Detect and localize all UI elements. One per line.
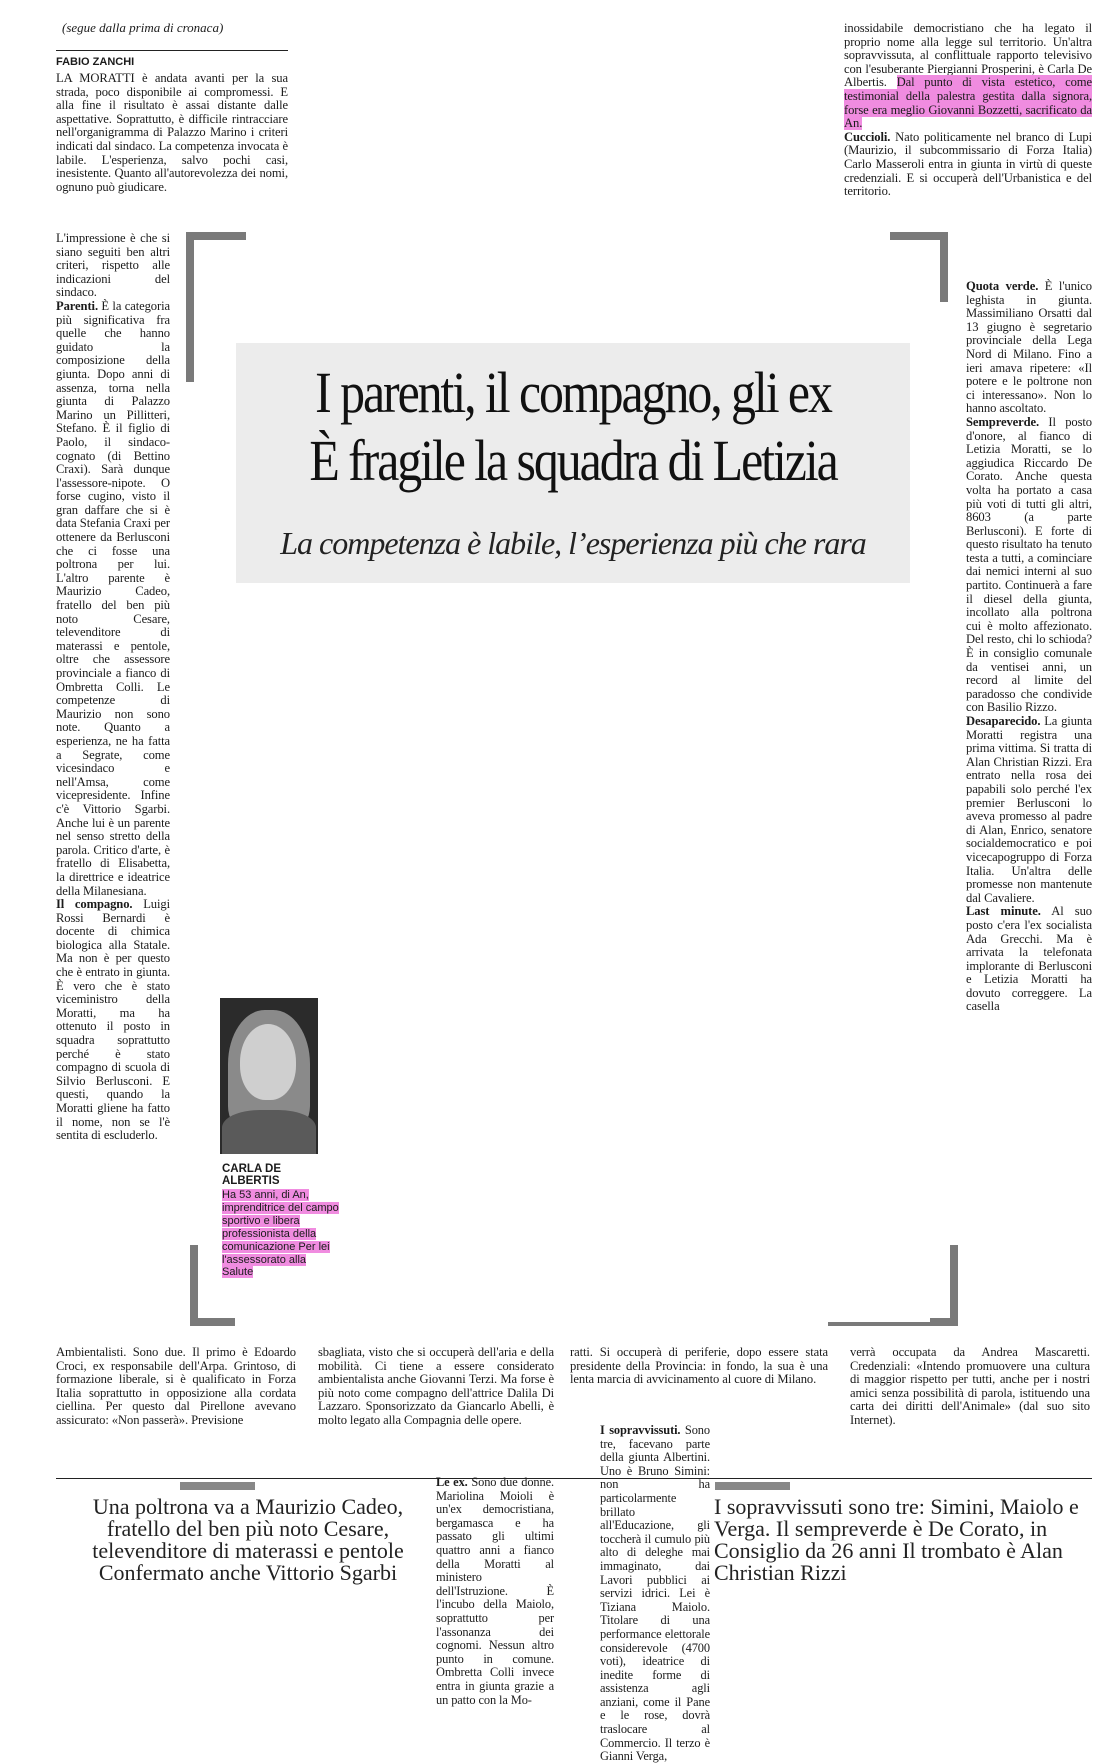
le-ex-text: Sono due donne. Mariolina Moioli è un'ex democristiana, bergamasca e ha passato gli ultimi quattro anni a fianco della Moratti al ministero dell'Istruzione. È l'incubo della Maiolo, soprattutto per l'assonanza dei cognomi. Nessun altro punto in comune. Ombretta Colli invece entra in giunta grazie a un patto con la Mo-	[436, 1475, 554, 1707]
bottom-column-2b	[436, 1476, 554, 1707]
subheadline: La competenza è labile, l’esperienza più che rara	[280, 525, 866, 561]
left-intro-column	[56, 72, 288, 194]
sopravvissuti-text: Sono tre, facevano parte della giunta Albertini. Uno è Bruno Simini: non ha particolarmente brillato all'Educazione, gli toccherà il cumulo più alto di deleghe mai immaginato, dai Lavori pubblici ai servizi idrici. Lei è Tiziana Maiolo. Titolare di una performance elettorale considerevole (4700 voti), ideatrice di inedite forme di assistenza agli anziani, come il Pane e le rose, dovrà traslocare al Commercio. Il terzo è Gianni Verga,	[600, 1423, 710, 1764]
kicker-rule	[56, 50, 288, 51]
sempreverde-heading: Sempreverde.	[966, 414, 1040, 429]
frame-left-bottom	[190, 1245, 198, 1325]
quota-heading: Quota verde.	[966, 279, 1039, 293]
cuccioli-heading: Cuccioli.	[844, 129, 891, 144]
frame-top-right-bar	[890, 232, 948, 240]
highlighted-passage: Dal punto di vista estetico, come testimonial della palestra gestita dalla signora, forse era meglio Giovanni Bozzetti, sacrificato da An.	[844, 75, 1092, 131]
bottom-col2-text: sbagliata, visto che si occuperà dell'aria e della mobilità. Ci tiene a essere considerato ambientalista anche Giovanni Terzi. Ma forse è più noto come compagno dell'attrice Dalila Di Lazzaro. Sponsorizzato da Giancarlo Abelli, è molto legato alla Compagnia delle opere.	[318, 1345, 554, 1427]
quota-text: È l'unico leghista in giunta. Massimiliano Orsatti dal 13 giugno è segretario provinciale della Lega Nord di Milano. Fino a ieri amava ripetere: «Il potere e le poltrone non ci interessano». Non lo hanno ascoltato.	[966, 279, 1092, 416]
lastminute-text: Al suo posto c'era l'ex socialista Ada Grecchi. Ma è arrivata la telefonata implorante di Berlusconi e Letizia Moratti ha dovuto correggere. La casella	[966, 904, 1092, 1014]
compagno-heading: Il compagno.	[56, 897, 133, 912]
frame-bottom-left-bar	[190, 1318, 235, 1326]
lastminute-heading: Last minute.	[966, 904, 1041, 919]
left-narrow-column	[56, 232, 170, 1143]
frame-right-bottom	[950, 1245, 958, 1325]
cuccioli-text: Nato politicamente nel branco di Lupi (Maurizio, il subcommissario di Forza Italia) Carlo Masseroli entra in giunta in virtù di queste credenziali. E si occuperà dell'Urbanistica e del territorio.	[844, 129, 1092, 199]
bottom-col4-text: verrà occupata da Andrea Mascaretti. Credenziali: «Intendo promuovere una cultura di maggior rispetto per tutti, anche per i nostri amici senza possibilità di parola, istituendo una carta dei diritti dell'Animale» (dal suo sito Internet).	[850, 1345, 1090, 1427]
ambientalisti-text: Ambientalisti. Sono due. Il primo è Edoardo Croci, ex responsabile dell'Arpa. Grintoso, di formazione liberale, si è qualificato in Forza Italia soprattutto in opposizione alla cordata ciellina. Per questo dal Pirellone avevano assicurato: «Non passerà». Previsione	[56, 1345, 296, 1427]
pull-quote-right: I sopravvissuti sono tre: Simini, Maiolo e Verga. Il sempreverde è De Corato, in Consiglio da 26 anni Il trombato è Alan Christian Rizzi	[714, 1494, 1079, 1585]
pull-quote-left: Una poltrona va a Maurizio Cadeo, fratello del ben più noto Cesare, televenditore di materassi e pentole Confermato anche Vittorio Sgarbi	[92, 1494, 404, 1585]
bottom-rule	[56, 1478, 1092, 1479]
bottom-column-1	[56, 1346, 296, 1428]
right-narrow-column	[966, 280, 1092, 1014]
bottom-col3-text: ratti. Si occuperà di periferie, dopo essere stata presidente della Provincia: in fondo, la sua è una lenta marcia di avvicinamento al cuore di Milano.	[570, 1345, 828, 1387]
headline-block	[236, 343, 910, 583]
left-narrow-text: L'impressione è che si siano seguiti ben altri criteri, rispetto alle indicazioni del sindaco.	[56, 231, 170, 300]
bottom-column-2	[318, 1346, 554, 1428]
pull-left-bar	[180, 1482, 255, 1490]
right-top-text: inossidabile democristiano che ha legato il proprio nome alla legge sul territorio. Un'altra sopravvissuta, al conflittuale rapporto televisivo con l'esuberante Piergianni Prosperini, è Carla De Albertis.	[844, 21, 1092, 90]
right-top-column	[844, 22, 1092, 199]
blank-top-area	[306, 0, 826, 245]
blank-lower-area	[355, 980, 930, 1322]
bottom-column-3	[570, 1346, 828, 1387]
sopravvissuti-heading: I sopravvissuti.	[600, 1423, 681, 1437]
author-byline: FABIO ZANCHI	[56, 56, 135, 68]
bottom-column-4	[850, 1346, 1090, 1428]
compagno-text: Luigi Rossi Bernardi è docente di chimica biologica alla Statale. Ma non è per questo che è entrato in giunta. È vero che è stato viceministro della Moratti, ma ha ottenuto il posto in squadra soprattutto perché è stato compagno di scuola di Silvio Berlusconi. E questi, quando la Moratti gliene ha fatto il nome, non se l'è sentita di escluderlo.	[56, 897, 170, 1143]
sempreverde-text: Il posto d'onore, al fianco di Letizia Moratti, se lo aggiudica Riccardo De Corato. Anche questa volta ha portato a casa più voti di tutti gli altri, 8603 (a parte Berlusconi). E forte di questo risultato ha tenuto testa a tutti, a cominciare dai nemici interni al suo partito. Continuerà a fare il diesel della giunta, incollato alla poltrona cui è molto affezionato. Del resto, chi lo schioda? È in consiglio comunale da ventisei anni, un record al limite del paradosso che condivide con Basilio Rizzo.	[966, 414, 1092, 715]
kicker: (segue dalla prima di cronaca)	[62, 20, 224, 35]
caption-body: Ha 53 anni, di An, imprenditrice del campo sportivo e libera professionista della comunicazione Per lei l'assessorato alla Salute	[222, 1189, 339, 1279]
portrait-photo	[220, 998, 318, 1154]
le-ex-heading: Le ex.	[436, 1475, 468, 1489]
left-intro-text: LA MORATTI è andata avanti per la sua strada, poco disponibile ai compromessi. E alla fine il risultato è assai distante dalle aspettative. Soprattutto, è difficile rintracciare nell'organigramma di Palazzo Marino i criteri indicati dal sindaco. La competenza invocata è labile. L'esperienza, salvo pochi casi, inesistente. Quanto all'autorevolezza dei nomi, ognuno può giudicare.	[56, 71, 288, 194]
frame-left-top	[186, 232, 194, 382]
portrait-face	[240, 1024, 296, 1100]
parenti-text: È la categoria più significativa fra quelle che hanno guidato la composizione della giunta. Dopo anni di assenza, torna nella giunta di Palazzo Marino un Pillitteri, Stefano. È il figlio di Paolo, il sindaco-cognato (di Bettino Craxi). Sarà dunque l'assessore-nipote. O forse cugino, visto il gran daffare che si è data Stefania Craxi per ottenere da Berlusconi che ci fosse una poltrona per lui. L'altro parente è Maurizio Cadeo, fratello del ben più noto Cesare, televenditore di materassi e pentole, oltre che assessore provinciale a fianco di Ombretta Colli. Le competenze di Maurizio non sono note. Quanto a esperienza, ne ha fatta a Segrate, come vicesindaco e nell'Amsa, come vicepresidente. Infine c'è Vittorio Sgarbi. Anche lui è un parente nel senso stretto della parola. Critico d'arte, è fratello di Elisabetta, la direttrice e ideatrice della Milanesiana.	[56, 298, 170, 898]
headline-line-2: È fragile la squadra di Letizia	[309, 428, 837, 493]
portrait-body	[222, 1110, 316, 1154]
desaparecido-heading: Desaparecido.	[966, 714, 1041, 728]
parenti-heading: Parenti.	[56, 298, 98, 313]
headline-line-1: I parenti, il compagno, gli ex	[315, 360, 831, 425]
caption-text	[222, 1189, 340, 1279]
frame-top-left-bar	[186, 232, 246, 240]
pull-right-bar	[715, 1482, 790, 1490]
desaparecido-text: La giunta Moratti registra una prima vittima. Si tratta di Alan Christian Rizzi. Era entrato nella rosa dei papabili solo perché l'ex premier Berlusconi lo aveva promesso al padre di Alan, Enrico, senatore socialdemocratico e poi vicecapogruppo di Forza Italia. Un'altra delle promesse non mantenute dal Cavaliere.	[966, 714, 1092, 905]
caption-name: CARLA DE ALBERTIS	[222, 1163, 281, 1187]
bottom-column-3b	[600, 1424, 710, 1764]
frame-right-top	[940, 232, 948, 302]
